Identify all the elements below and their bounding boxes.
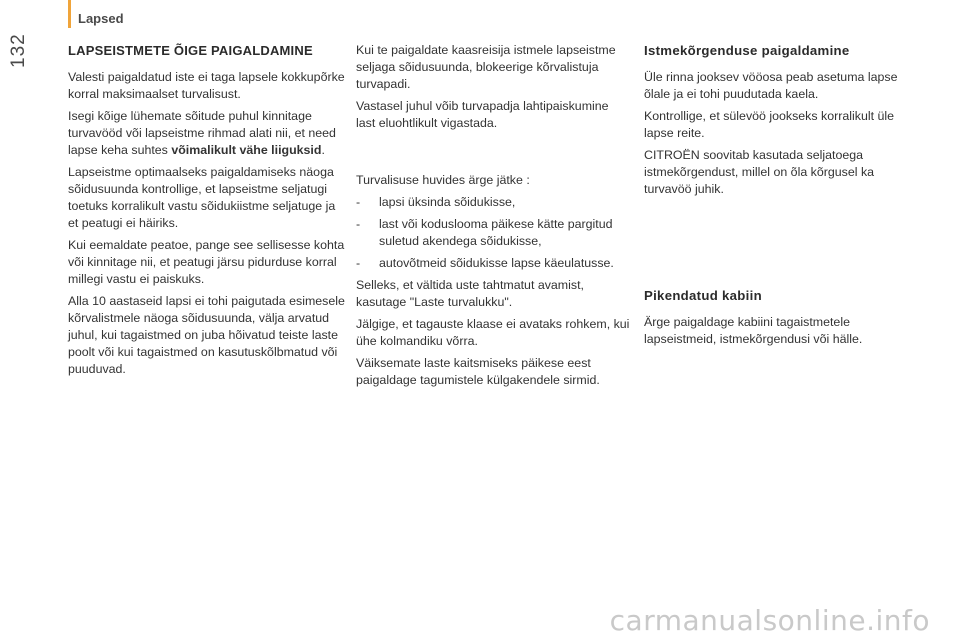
paragraph: Jälgige, et tagauste klaase ei avataks rohkem, kui ühe kolmandiku võrra. — [356, 317, 630, 348]
page-number: 132 — [8, 33, 29, 68]
column-3 — [644, 42, 914, 353]
list-item-text: autovõtmeid sõidukisse lapse käeulatusse. — [379, 256, 614, 270]
paragraph: Alla 10 aastaseid lapsi ei tohi paigutada esimesele kõrvalistmele näoga sõidusuunda, välja arvatud juhul, kui tagaistmed on juba hõivatud teiste laste poolt või kui tagaistmed on kasutuskõlbmatud või puuduvad. — [68, 294, 345, 376]
list-item-text: last või koduslooma päikese kätte pargitud suletud akendega sõidukisse, — [379, 217, 613, 248]
paragraph: Kui eemaldate peatoe, pange see sellisesse kohta või kinnitage nii, et peatugi järsu pidurduse korral millegi vastu ei paiskuks. — [68, 238, 345, 286]
paragraph: Väiksemate laste kaitsmiseks päikese eest paigaldage tagumistele külgakendele sirmid. — [356, 356, 600, 387]
paragraph: Kui te paigaldate kaasreisija istmele lapseistme seljaga sõidusuunda, blokeerige kõrvalistuja turvapadi. — [356, 43, 616, 91]
column-2 — [356, 42, 631, 394]
section-title-installation: LAPSEISTMETE ÕIGE PAIGALDAMINE — [68, 43, 313, 58]
paragraph: CITROËN soovitab kasutada seljatoega istmekõrgendust, millel on õla kõrgusel ka turvavöö juhik. — [644, 148, 875, 196]
emphasis-text: võimalikult vähe liiguksid — [171, 143, 322, 157]
paragraph: Lapseistme optimaalseks paigaldamiseks näoga sõidusuunda kontrollige, et lapseistme seljatugi toetuks korralikult vastu sõidukiistme seljatuge ja et peatugi ei häiriks. — [68, 165, 336, 230]
paragraph: Vastasel juhul võib turvapadja lahtipaiskumine last eluohtlikult vigastada. — [356, 99, 609, 130]
watermark: carmanualsonline.info — [609, 604, 930, 637]
section-title-extended-cab: Pikendatud kabiin — [644, 288, 762, 303]
chapter-accent-bar — [68, 0, 71, 28]
chapter-title: Lapsed — [78, 11, 124, 26]
section-title-booster: Istmekõrgenduse paigaldamine — [644, 43, 850, 58]
paragraph: Üle rinna jooksev vööosa peab asetuma lapse õlale ja ei tohi puudutada kaela. — [644, 70, 898, 101]
list-item: - autovõtmeid sõidukisse lapse käeulatusse. — [356, 256, 614, 270]
paragraph — [68, 108, 348, 159]
spacer — [644, 203, 914, 287]
paragraph: Ärge paigaldage kabiini tagaistmetele lapseistmeid, istmekõrgendusi või hälle. — [644, 315, 863, 346]
paragraph-text: Isegi kõige lühemate sõitude puhul kinnitage turvavööd või lapseistme rihmad alati nii, et need lapse keha suhtes — [68, 109, 336, 157]
list-item: - last või koduslooma päikese kätte pargitud suletud akendega sõidukisse, — [356, 216, 631, 250]
paragraph: Valesti paigaldatud iste ei taga lapsele kokkupõrke korral maksimaalset turvalisust. — [68, 70, 345, 101]
column-1 — [68, 42, 348, 383]
paragraph-text: . — [321, 143, 325, 157]
paragraph: Kontrollige, et sülevöö jookseks korralikult üle lapse reite. — [644, 109, 895, 140]
list-item-text: lapsi üksinda sõidukisse, — [379, 195, 516, 209]
spacer — [356, 137, 631, 172]
list-intro: Turvalisuse huvides ärge jätke : — [356, 173, 530, 187]
paragraph: Selleks, et vältida uste tahtmatut avamist, kasutage "Laste turvalukku". — [356, 278, 584, 309]
list-item: - lapsi üksinda sõidukisse, — [356, 195, 516, 209]
